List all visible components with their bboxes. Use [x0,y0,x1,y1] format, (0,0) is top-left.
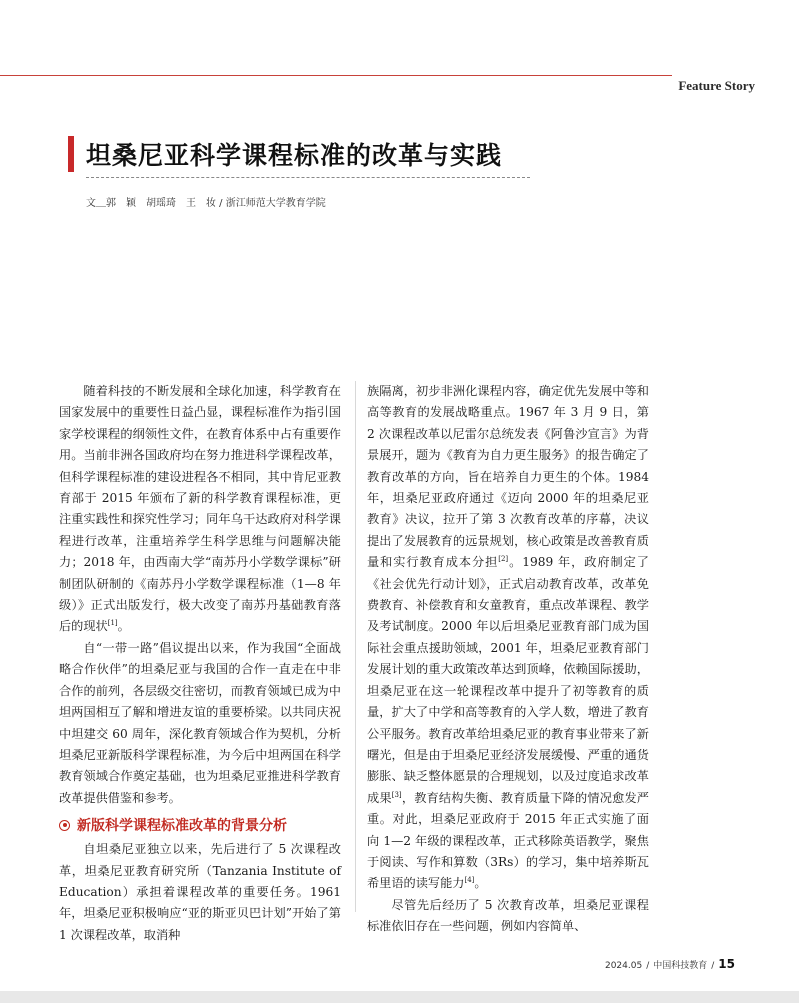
paragraph-text: 族隔离，初步非洲化课程内容，确定优先发展中等和高等教育的发展战略重点。1967 年 3 月 9 日，第 2 次课程改革以尼雷尔总统发表《阿鲁沙宣言》为背景展开，题为《教育为自力更生服务》的报告确定了教育改革的方向，旨在培养自力更生的个体。1984 年，坦桑尼亚政府通过《迈向 2000 年的坦桑尼亚教育》决议，拉开了第 3 次教育改革的序幕，决议提出了发展教育的远景规划，核心政策是改善教育质量和实行教育成本分担 [367,384,649,570]
column-divider [355,381,356,912]
paragraph: 自“一带一路”倡议提出以来，作为我国“全面战略合作伙伴”的坦桑尼亚与我国的合作一直走在中非合作的前列，各层级交往密切，而教育领域已成为中坦两国相互了解和增进友谊的重要桥梁。以共同庆祝中坦建交 60 周年，深化教育领域合作为契机，分析坦桑尼亚新版科学课程标准，为今后中坦两国在科学教育领域合作奠定基础，也为坦桑尼亚推进科学教育改革提供借鉴和参考。 [59,640,341,805]
paragraph: 尽管先后经历了 5 次教育改革，坦桑尼亚课程标准依旧存在一些问题，例如内容简单、 [367,897,649,934]
paragraph: 自坦桑尼亚独立以来，先后进行了 5 次课程改革，坦桑尼亚教育研究所（Tanzania Institute of Education）承担着课程改革的重要任务。1961 年，坦桑尼亚积极响应“亚的斯亚贝巴计划”开始了第 1 次课程改革，取消种 [59,842,341,942]
title-dashed-rule [86,177,530,178]
footer-separator: / [711,961,715,971]
citation-ref: [3] [391,790,402,799]
journal-name: 中国科技教育 [653,961,708,971]
left-column [59,381,341,946]
section-label: Feature Story [678,78,755,93]
issue-date: 2024.05 [604,961,643,971]
header-rule [0,75,672,76]
section-heading-text: 新版科学课程标准改革的背景分析 [77,818,287,835]
page-edge-shade [0,991,799,1003]
page-footer [605,957,735,971]
citation-ref: [2] [498,555,509,564]
paragraph-text: 随着科技的不断发展和全球化加速，科学教育在国家发展中的重要性日益凸显，课程标准作为指引国家学校课程的纲领性文件，在教育体系中占有重要作用。当前非洲各国政府均在努力推进科学课程改革，但科学课程标准的建设进程各不相同，其中肯尼亚教育部于 2015 年颁布了新的科学教育课程标准，更注重实践性和探究性学习；同年乌干达政府对科学课程进行改革，注重培养学生科学思维与问题解决能力；2018 年，由西南大学“南苏丹小学数学课标”研制团队研制的《南苏丹小学数学课程标准（1—8 年级）》正式出版发行，极大改变了南苏丹基础教育落后的现状 [59,384,341,634]
paragraph-text: 。1989 年，政府制定了《社会优先行动计划》，正式启动教育改革，改革免费教育、补偿教育和女童教育，重点改革课程、教学及考试制度。2000 年以后坦桑尼亚教育部门成为国际社会重点援助领域，2001 年，坦桑尼亚教育部门发展计划的重大政策改革达到顶峰，依赖国际援助，坦桑尼亚在这一轮课程改革中提升了初等教育的质量，扩大了中学和高等教育的入学人数，增进了教育公平服务。教育改革给坦桑尼亚的教育事业带来了新曙光，但是由于坦桑尼亚经济发展缓慢、严重的通货膨胀、缺乏整体愿景的合理规划，以及过度追求改革成果 [367,555,649,805]
title-accent-bar [68,136,74,172]
section-heading [59,815,341,835]
citation-ref: [4] [464,876,475,885]
paragraph [59,381,341,638]
paragraph-text: 。 [117,619,130,634]
footer-separator: / [646,961,650,971]
right-column [367,381,649,938]
article-title: 坦桑尼亚科学课程标准的改革与实践 [86,141,503,170]
page-number: 15 [718,957,735,971]
circle-dot-icon [59,820,70,831]
paragraph [367,381,649,895]
citation-ref: [1] [107,619,118,628]
paragraph-text: 。 [474,876,487,891]
byline: 文＿郭 颖 胡瑶琦 王 妆 / 浙江师范大学教育学院 [86,198,326,209]
paragraph-text: ，教育结构失衡、教育质量下降的情况愈发严重。对此，坦桑尼亚政府于 2015 年正式实施了面向 1—2 年级的课程改革，正式移除英语教学，聚焦于阅读、写作和算数（3Rs）的学习，集中培养斯瓦希里语的读写能力 [367,790,649,891]
